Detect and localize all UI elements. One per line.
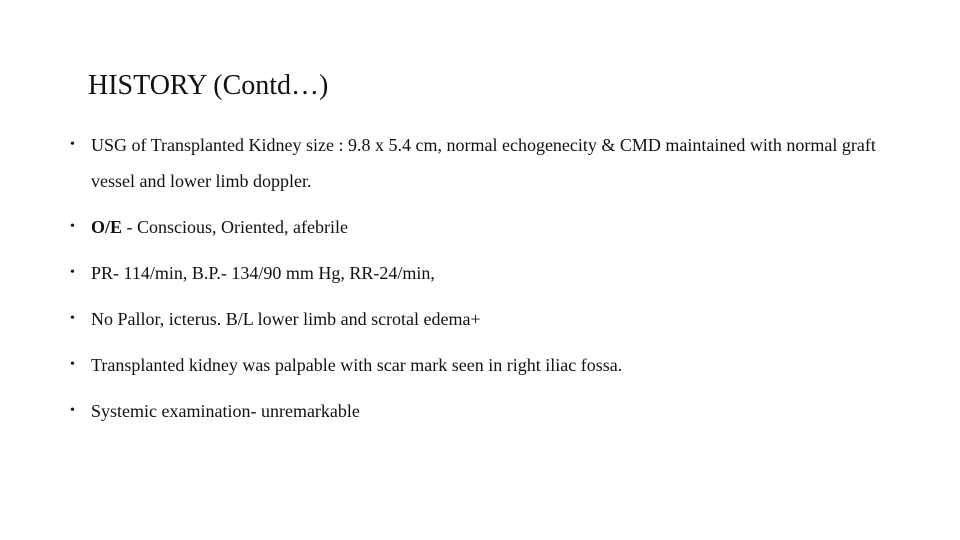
bullet-item-vitals [70,255,890,291]
bullet-icon: • [70,265,75,280]
bullet-icon: • [70,137,75,152]
bullet-text: No Pallor, icterus. B/L lower limb and scrotal edema+ [91,309,481,329]
bullet-item-kidney [70,347,890,383]
bullet-item-pallor [70,301,890,337]
bullet-icon: • [70,311,75,326]
slide-title: HISTORY (Contd…) [88,70,329,101]
bullet-list [70,127,890,439]
bullet-icon: • [70,403,75,418]
bullet-icon: • [70,219,75,234]
bullet-text: USG of Transplanted Kidney size : 9.8 x 5.4 cm, normal echogenecity & CMD maintained with normal graft vessel and lower limb doppler. [91,135,876,191]
bullet-text: - Conscious, Oriented, afebrile [122,217,348,237]
bullet-bold-prefix: O/E [91,217,123,237]
bullet-item-oe [70,209,890,245]
bullet-item-systemic [70,393,890,429]
bullet-text: PR- 114/min, B.P.- 134/90 mm Hg, RR-24/min, [91,263,435,283]
bullet-item-usg [70,127,890,199]
bullet-text: Systemic examination- unremarkable [91,401,360,421]
bullet-icon: • [70,357,75,372]
bullet-text: Transplanted kidney was palpable with scar mark seen in right iliac fossa. [91,355,623,375]
